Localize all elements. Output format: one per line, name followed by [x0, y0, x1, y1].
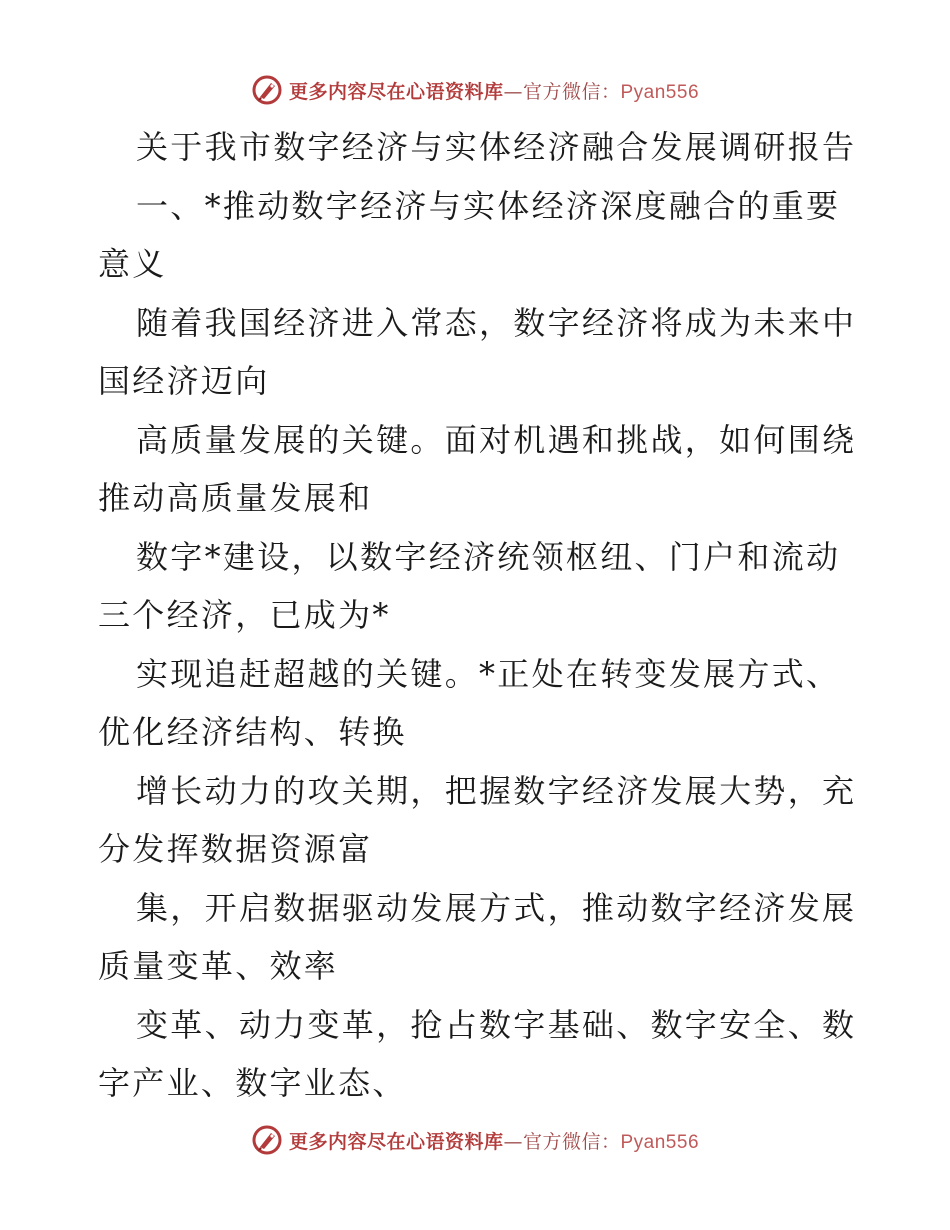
watermark-wechat-label: 官方微信：: [522, 1130, 621, 1153]
watermark-brand: 更多内容尽在心语资料库: [288, 80, 504, 103]
paragraph-line: 增长动力的攻关期，把握数字经济发展大势，充: [136, 771, 857, 810]
watermark-wechat-label: 官方微信：: [522, 80, 621, 103]
paragraph-line: 一、*推动数字经济与实体经济深度融合的重要: [136, 186, 841, 225]
paragraph-line: 变革、动力变革，抢占数字基础、数字安全、数: [136, 1005, 857, 1044]
watermark-wechat-id: Pyan556: [620, 81, 700, 103]
document-body: [98, 118, 858, 1113]
paragraph-line: 集，开启数据驱动发展方式，推动数字经济发展: [136, 888, 857, 927]
paragraph-line: 高质量发展的关键。面对机遇和挑战，如何围绕: [136, 420, 857, 459]
paragraph-line: 字产业、数字业态、: [98, 1064, 407, 1102]
watermark-separator: —: [503, 80, 523, 103]
document-title: 关于我市数字经济与实体经济融合发展调研报告: [136, 128, 857, 166]
paragraph-line: 质量变革、效率: [98, 947, 339, 985]
paragraph-line: 三个经济，已成为*: [98, 596, 391, 634]
paragraph-line: 国经济迈向: [98, 362, 270, 400]
paragraph-line: 优化经济结构、转换: [98, 713, 407, 751]
paragraph-line: 推动高质量发展和: [98, 479, 373, 517]
watermark-header: [0, 70, 950, 110]
paragraph-line: 分发挥数据资源富: [98, 830, 373, 868]
paragraph-line: 随着我国经济进入常态，数字经济将成为未来中: [136, 303, 857, 342]
paragraph-line: 意义: [98, 245, 167, 283]
watermark-separator: —: [503, 1130, 523, 1153]
watermark-brand: 更多内容尽在心语资料库: [288, 1130, 504, 1153]
quill-pen-logo-icon: [251, 1124, 283, 1156]
paragraph-line: 实现追赶超越的关键。*正处在转变发展方式、: [136, 654, 841, 693]
paragraph-line: 数字*建设，以数字经济统领枢纽、门户和流动: [136, 537, 841, 576]
watermark-footer: [0, 1120, 950, 1160]
quill-pen-logo-icon: [251, 74, 283, 106]
watermark-wechat-id: Pyan556: [620, 1131, 700, 1153]
